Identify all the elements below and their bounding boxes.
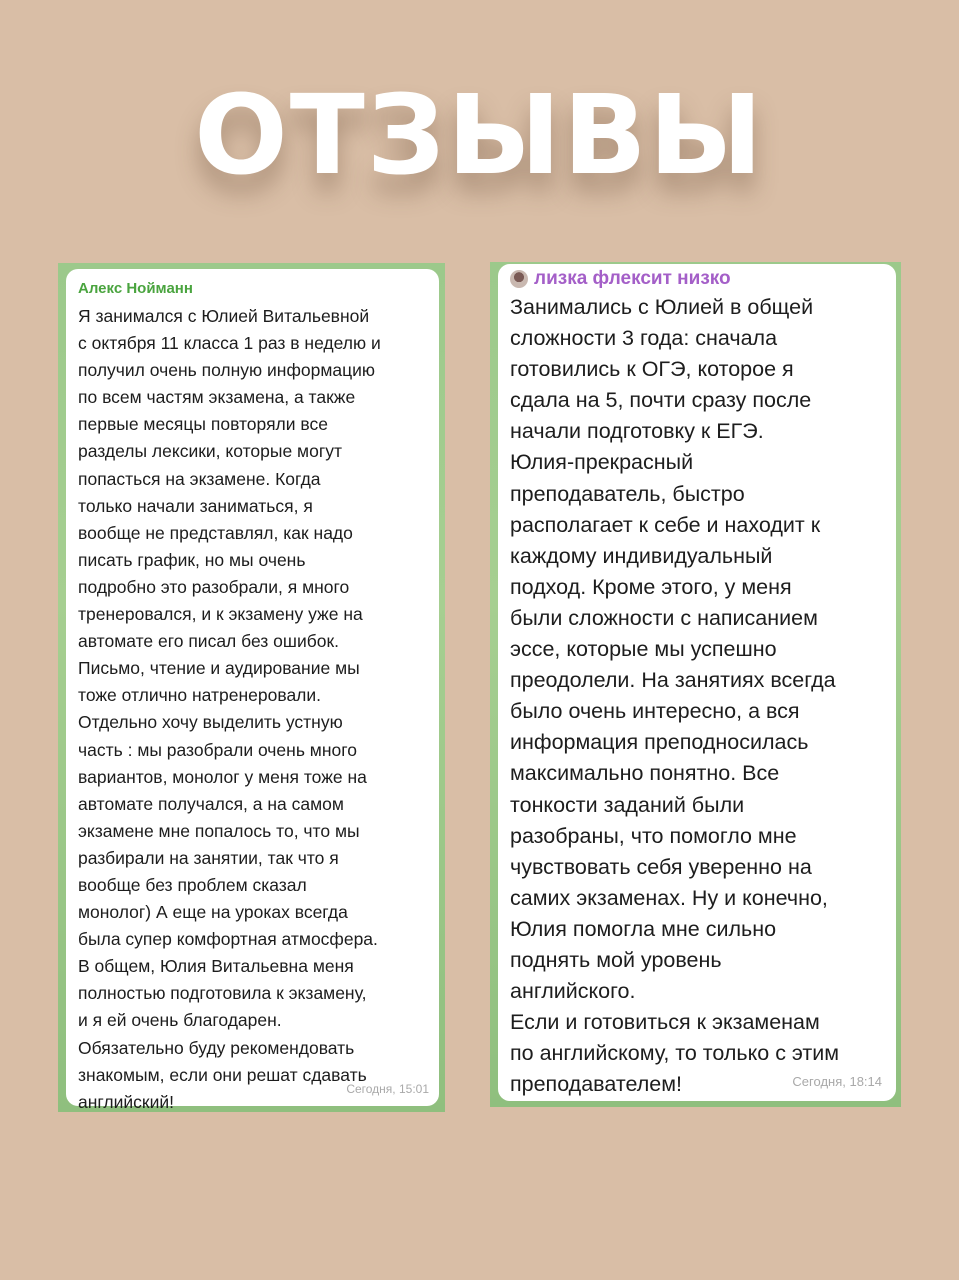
message-bubble xyxy=(66,269,439,1112)
message-timestamp: Сегодня, 18:14 xyxy=(792,1074,882,1089)
message-text: Занимались с Юлией в общей сложности 3 года: сначала готовились к ОГЭ, которое я сдала на 5, почти сразу после начали подготовку к ЕГЭ. Юлия-прекрасный преподаватель, быстро располагает к себе и находит к каждому индивидуальный подход. Кроме этого, у меня были сложности с написанием эссе, которые мы успешно преодолели. На занятиях всегда было очень интересно, а вся информация преподносилась максимально понятно. Все тонкости заданий были разобраны, что помогло мне чувствовать себя уверенно на самих экзаменах. Ну и конечно, Юлия помогла мне сильно поднять мой уровень английского. Если и готовиться к экзаменам по английскому, то только с этим преподавателем! xyxy=(510,295,840,1097)
page-title: ОТЗЫВЫ xyxy=(194,71,765,199)
review-screenshot-1 xyxy=(58,263,445,1112)
message-author-row[interactable] xyxy=(510,266,882,292)
review-screenshot-2 xyxy=(490,262,901,1107)
message-author[interactable]: лизка флексит низко xyxy=(534,268,731,289)
avatar[interactable] xyxy=(510,270,528,288)
message-bubble xyxy=(498,264,896,1101)
message-text: Я занимался с Юлией Витальевной с октября 11 класса 1 раз в неделю и получил очень полную информацию по всем частям экзамена, а также первые месяцы повторяли все разделы лексики, которые могут попасться на экзамене. Когда только начали заниматься, я вообще не представлял, как надо писать график, но мы очень подробно это разобрали, я много тренеровался, и к экзамену уже на автомате его писал без ошибок. Письмо, чтение и аудирование мы тоже отлично натренеровали. Отдельно хочу выделить устную часть : мы разобрали очень много вариантов, монолог у меня тоже на автомате получался, а на самом экзамене мне попалось то, что мы разбирали на занятии, так что я вообще без проблем сказал монолог) А еще на уроках всегда была супер комфортная атмосфера. В общем, Юлия Витальевна меня полностью подготовила к экзамену, и я ей очень благодарен. Обязательно буду рекомендовать знакомым, если они решат сдавать английский! xyxy=(78,306,381,1112)
message-author[interactable]: Алекс Нойманн xyxy=(78,280,193,297)
message-timestamp: Сегодня, 15:01 xyxy=(346,1082,429,1096)
